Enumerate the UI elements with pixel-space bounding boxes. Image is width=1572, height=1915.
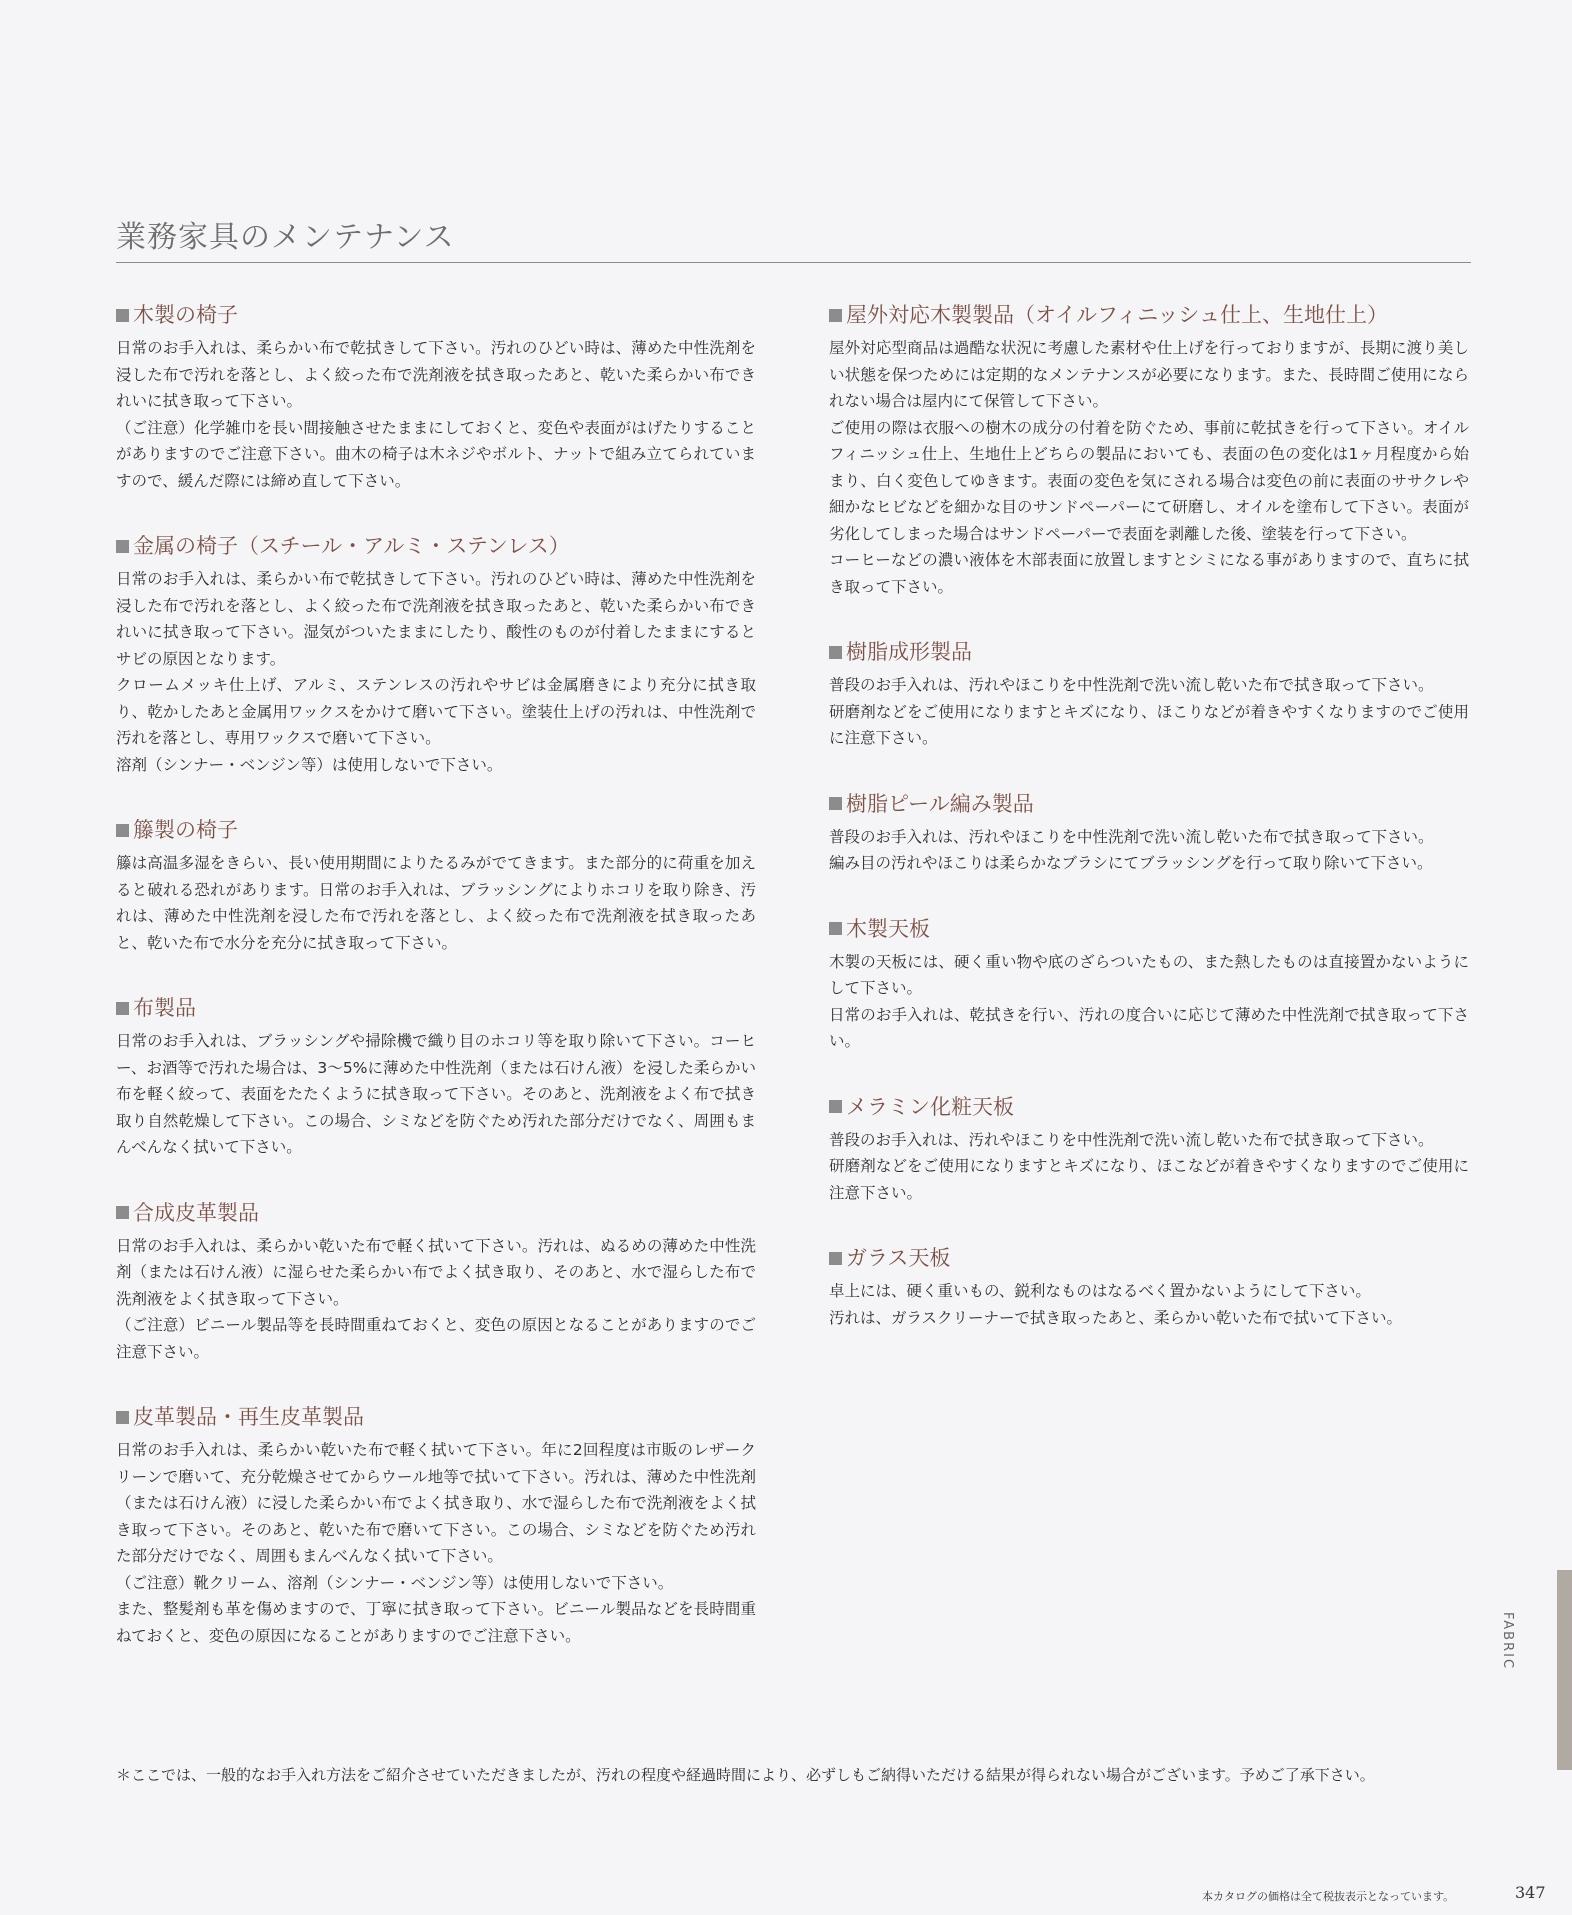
section-paragraph: 汚れは、ガラスクリーナーで拭き取ったあと、柔らかい乾いた布で拭いて下さい。: [829, 1308, 1403, 1327]
section-paragraph: 研磨剤などをご使用になりますとキズになり、ほこなどが着きやすくなりますのでご使用に注意下さい。: [829, 1157, 1469, 1202]
section-heading-text: 合成皮革製品: [133, 1200, 259, 1225]
section-paragraph: 日常のお手入れは、柔らかい乾いた布で軽く拭いて下さい。汚れは、ぬるめの薄めた中性洗剤（または石けん液）に湿らせた柔らかい布でよく拭き取り、そのあと、水で湿らした布で洗剤液をよく拭き取って下さい。: [116, 1236, 756, 1308]
maintenance-section: [829, 914, 1469, 1055]
maintenance-section: [829, 1092, 1469, 1207]
footnote: ＊ここでは、一般的なお手入れ方法をご紹介させていただきましたが、汚れの程度や経過時間により、必ずしもご納得いただける結果が得られない場合がございます。予めご了承下さい。: [116, 1766, 1375, 1784]
maintenance-section: [116, 993, 756, 1161]
square-bullet-icon: [116, 1002, 129, 1015]
square-bullet-icon: [829, 1100, 842, 1113]
section-paragraph: （ご注意）ビニール製品等を長時間重ねておくと、変色の原因となることがありますのでご注意下さい。: [116, 1316, 756, 1361]
section-paragraph: 日常のお手入れは、柔らかい乾いた布で軽く拭いて下さい。年に2回程度は市販のレザークリーンで磨いて、充分乾燥させてからウール地等で拭いて下さい。汚れは、薄めた中性洗剤（または石けん液）に浸した柔らかい布でよく拭き取り、水で湿らした布で洗剤液をよく拭き取って下さい。そのあと、乾いた布で磨いて下さい。この場合、シミなどを防ぐため汚れた部分だけでなく、周囲もまんべんなく拭いて下さい。: [116, 1441, 756, 1565]
square-bullet-icon: [116, 824, 129, 837]
maintenance-section: [116, 1198, 756, 1366]
section-paragraph: 研磨剤などをご使用になりますとキズになり、ほこりなどが着きやすくなりますのでご使用に注意下さい。: [829, 702, 1469, 747]
section-heading-text: 金属の椅子（スチール・アルミ・ステンレス）: [133, 534, 570, 558]
section-heading: [829, 1092, 1469, 1122]
section-heading: [829, 789, 1469, 819]
left-column: [116, 300, 756, 1686]
section-heading-text: 籐製の椅子: [133, 818, 238, 842]
section-heading-text: 木製天板: [846, 916, 930, 941]
section-paragraph: 編み目の汚れやほこりは柔らかなブラシにてブラッシングを行って取り除いて下さい。: [829, 854, 1433, 872]
section-paragraph: 日常のお手入れは、ブラッシングや掃除機で織り目のホコリ等を取り除いて下さい。コーヒー、お酒等で汚れた場合は、3〜5%に薄めた中性洗剤（または石けん液）を浸した柔らかい布を軽く絞って、表面をたたくように拭き取って下さい。そのあと、洗剤液をよく布で拭き取り自然乾燥して下さい。この場合、シミなどを防ぐため汚れた部分だけでなく、周囲もまんべんなく拭いて下さい。: [116, 1032, 756, 1156]
section-heading: [116, 531, 756, 561]
section-paragraph: また、整髪剤も革を傷めますので、丁寧に拭き取って下さい。ビニール製品などを長時間重ねておくと、変色の原因になることがありますのでご注意下さい。: [116, 1600, 756, 1645]
square-bullet-icon: [829, 646, 842, 659]
maintenance-section: [116, 815, 756, 956]
section-paragraph: コーヒーなどの濃い液体を木部表面に放置しますとシミになる事がありますので、直ちに拭き取って下さい。: [829, 551, 1469, 596]
square-bullet-icon: [829, 797, 842, 810]
maintenance-section: [829, 300, 1469, 600]
maintenance-section: [829, 789, 1469, 877]
section-paragraph: 普段のお手入れは、汚れやほこりを中性洗剤で洗い流し乾いた布で拭き取って下さい。: [829, 1130, 1434, 1149]
section-heading: [116, 1402, 756, 1432]
page-title: 業務家具のメンテナンス: [116, 220, 455, 255]
section-paragraph: クロームメッキ仕上げ、アルミ、ステンレスの汚れやサビは金属磨きにより充分に拭き取り、乾かしたあと金属用ワックスをかけて磨いて下さい。塗装仕上げの汚れは、中性洗剤で汚れを落とし、専用ワックスで磨いて下さい。: [116, 676, 756, 747]
maintenance-section: [116, 300, 756, 494]
price-note: 本カタログの価格は全て税抜表示となっています。: [1202, 1890, 1455, 1903]
section-heading-text: 屋外対応木製製品（オイルフィニッシュ仕上、生地仕上）: [846, 303, 1389, 327]
square-bullet-icon: [829, 922, 842, 935]
section-paragraph: ご使用の際は衣服への樹木の成分の付着を防ぐため、事前に乾拭きを行って下さい。オイルフィニッシュ仕上、生地仕上どちらの製品においても、表面の色の変化は1ヶ月程度から始まり、白く変色してゆきます。表面の変色を気にされる場合は変色の前に表面のササクレや細かなヒビなどを細かな目のサンドペーパーにて研磨し、オイルを塗布して下さい。表面が劣化してしまった場合はサンドペーパーで表面を剥離した後、塗装を行って下さい。: [829, 418, 1469, 543]
section-paragraph: 日常のお手入れは、柔らかい布で乾拭きして下さい。汚れのひどい時は、薄めた中性洗剤を浸した布で汚れを落とし、よく絞った布で洗剤液を拭き取ったあと、乾いた柔らかい布できれいに拭き取って下さい。: [116, 339, 756, 410]
maintenance-section: [116, 1402, 756, 1649]
section-heading: [116, 300, 756, 330]
section-paragraph: 日常のお手入れは、乾拭きを行い、汚れの度合いに応じて薄めた中性洗剤で拭き取って下さい。: [829, 1005, 1469, 1050]
section-heading-text: 布製品: [133, 996, 196, 1020]
section-heading: [829, 914, 1469, 944]
title-divider: [116, 262, 1471, 263]
square-bullet-icon: [116, 309, 129, 322]
section-paragraph: 籐は高温多湿をきらい、長い使用期間によりたるみがでてきます。また部分的に荷重を加えると破れる恐れがあります。日常のお手入れは、ブラッシングによりホコリを取り除き、汚れは、薄めた中性洗剤を浸した布で汚れを落とし、よく絞った布で洗剤液を拭き取ったあと、乾いた布で水分を充分に拭き取って下さい。: [116, 854, 756, 952]
square-bullet-icon: [116, 1411, 129, 1424]
section-paragraph: 普段のお手入れは、汚れやほこりを中性洗剤で洗い流し乾いた布で拭き取って下さい。: [829, 676, 1434, 694]
maintenance-section: [829, 1243, 1469, 1331]
section-paragraph: （ご注意）靴クリーム、溶剤（シンナー・ベンジン等）は使用しないで下さい。: [116, 1573, 674, 1592]
square-bullet-icon: [116, 1206, 129, 1219]
square-bullet-icon: [116, 540, 129, 553]
section-tab: [1557, 1570, 1572, 1770]
maintenance-section: [829, 637, 1469, 752]
section-paragraph: 卓上には、硬く重いもの、鋭利なものはなるべく置かないようにして下さい。: [829, 1282, 1371, 1300]
square-bullet-icon: [829, 309, 842, 322]
section-heading: [116, 1198, 756, 1228]
page-number: 347: [1515, 1883, 1546, 1902]
section-heading-text: ガラス天板: [846, 1246, 951, 1270]
section-heading: [829, 1243, 1469, 1273]
section-paragraph: 屋外対応型商品は過酷な状況に考慮した素材や仕上げを行っておりますが、長期に渡り美しい状態を保つためには定期的なメンテナンスが必要になります。また、長時間ご使用になられない場合は屋内にて保管して下さい。: [829, 339, 1469, 410]
section-paragraph: 日常のお手入れは、柔らかい布で乾拭きして下さい。汚れのひどい時は、薄めた中性洗剤を浸した布で汚れを落とし、よく絞った布で洗剤液を拭き取ったあと、乾いた柔らかい布できれいに拭き取って下さい。湿気がついたままにしたり、酸性のものが付着したままにするとサビの原因となります。: [116, 570, 756, 668]
section-heading: [116, 993, 756, 1023]
section-heading-text: 樹脂成形製品: [846, 640, 972, 664]
section-paragraph: 溶剤（シンナー・ベンジン等）は使用しないで下さい。: [116, 755, 503, 774]
square-bullet-icon: [829, 1252, 842, 1265]
right-column: [829, 300, 1469, 1368]
section-heading: [829, 300, 1469, 330]
section-heading-text: 樹脂ピール編み製品: [846, 791, 1034, 816]
section-paragraph: 普段のお手入れは、汚れやほこりを中性洗剤で洗い流し乾いた布で拭き取って下さい。: [829, 827, 1434, 846]
section-heading: [116, 815, 756, 845]
section-heading-text: 皮革製品・再生皮革製品: [133, 1405, 364, 1429]
section-heading-text: メラミン化粧天板: [846, 1094, 1014, 1119]
section-heading: [829, 637, 1469, 667]
section-paragraph: （ご注意）化学雑巾を長い間接触させたままにしておくと、変色や表面がはげたりすることがありますのでご注意下さい。曲木の椅子は木ネジやボルト、ナットで組み立てられていますので、緩んだ際には締め直して下さい。: [116, 418, 756, 490]
section-heading-text: 木製の椅子: [133, 303, 238, 327]
maintenance-section: [116, 531, 756, 778]
section-tab-label: FABRIC: [1500, 1612, 1515, 1671]
section-paragraph: 木製の天板には、硬く重い物や底のざらついたもの、また熱したものは直接置かないようにして下さい。: [829, 952, 1469, 997]
